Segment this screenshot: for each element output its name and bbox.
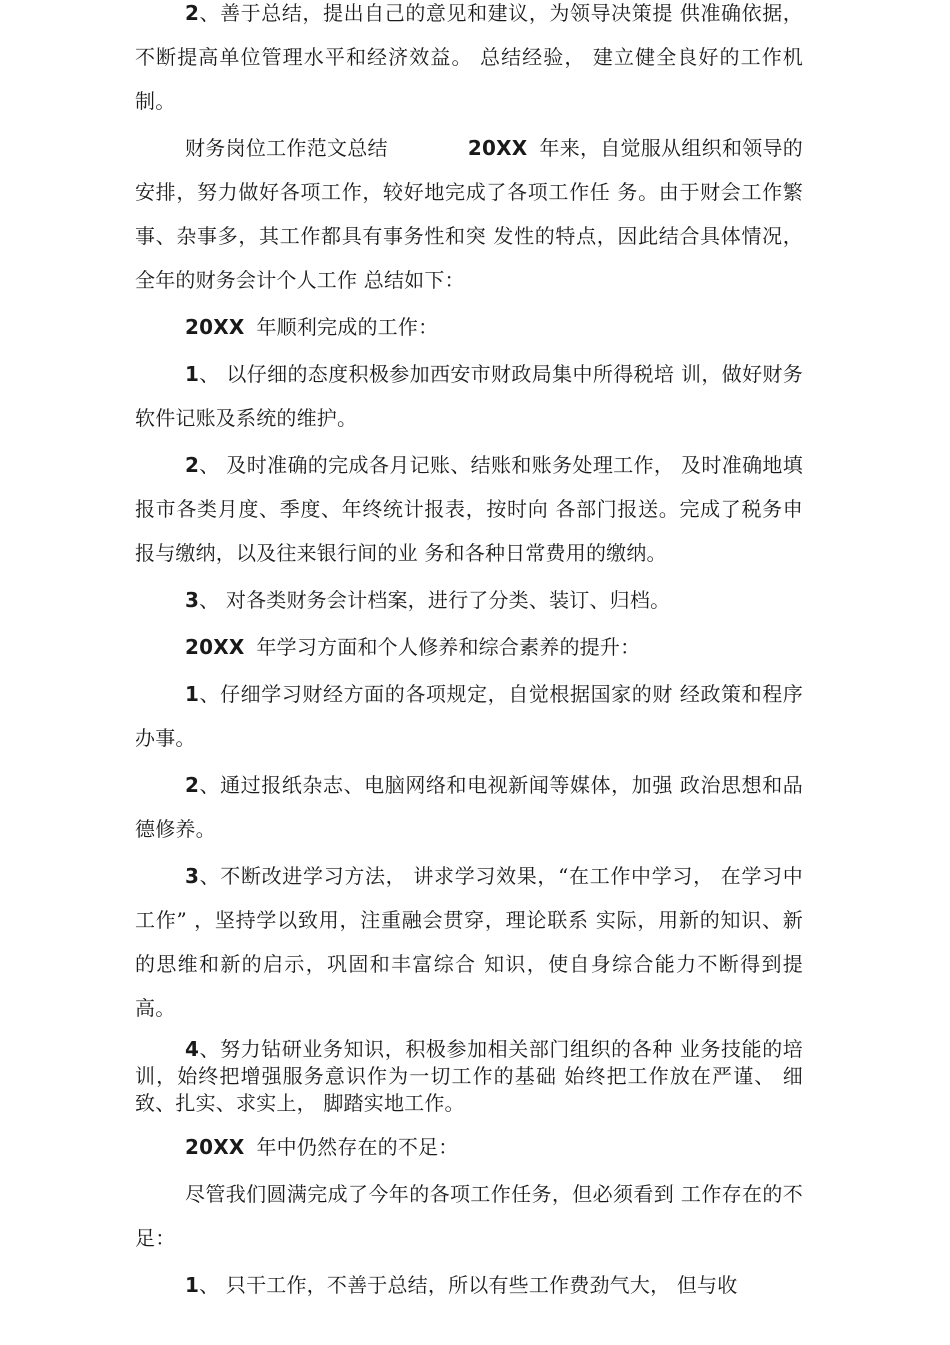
year-label: 20XX — [185, 635, 245, 659]
year-label: 20XX — [185, 315, 245, 339]
item-number: 1 — [185, 682, 200, 706]
paragraph — [135, 0, 803, 123]
section-heading: 年学习方面和个人修养和综合素养的提升： — [256, 635, 641, 659]
paragraph — [135, 1125, 803, 1169]
paragraph — [135, 443, 803, 575]
paragraph — [135, 578, 803, 622]
document-page — [135, 0, 803, 1310]
item-number: 3 — [185, 864, 200, 888]
paragraph-heading: 财务岗位工作范文总结 — [185, 136, 388, 160]
paragraph — [135, 625, 803, 669]
paragraph — [135, 126, 803, 302]
paragraph-text: 、仔细学习财经方面的各项规定，自觉根据国家的财 经政策和程序办事。 — [135, 682, 803, 750]
paragraph — [135, 854, 803, 1030]
section-heading: 年中仍然存在的不足： — [256, 1135, 459, 1159]
paragraph — [135, 1263, 803, 1307]
item-number: 4 — [185, 1037, 200, 1061]
paragraph — [135, 1036, 803, 1117]
paragraph-text: 尽管我们圆满完成了今年的各项工作任务，但必须看到 工作存在的不足： — [135, 1182, 803, 1250]
year-label: 20XX — [467, 136, 528, 160]
paragraph-text: 、 以仔细的态度积极参加西安市财政局集中所得税培 训，做好财务软件记账及系统的维护。 — [135, 362, 803, 430]
paragraph-text: 、 只干工作，不善于总结，所以有些工作费劲气大， 但与收 — [199, 1273, 738, 1297]
paragraph-text: 年来，自觉服从组织和领导的安排，努力做好各项工作，较好地完成了各项工作任 务。由于财会工作繁事、杂事多，其工作都具有事务性和突 发性的特点，因此结合具体情况，全年的财务会计个人工作 总结如下： — [135, 136, 804, 292]
item-number: 2 — [185, 1, 200, 25]
item-number: 2 — [185, 453, 200, 477]
paragraph — [135, 352, 803, 440]
paragraph-text: 、不断改进学习方法， 讲求学习效果，“在工作中学习， 在学习中工作” ，坚持学以致用，注重融会贯穿，理论联系 实际，用新的知识、新的思维和新的启示，巩固和丰富综合 知识，使自身综合能力不断得到提高。 — [135, 864, 803, 1020]
paragraph-text: 、 对各类财务会计档案，进行了分类、装订、归档。 — [199, 588, 671, 612]
item-number: 2 — [185, 773, 200, 797]
section-heading: 年顺利完成的工作： — [256, 315, 439, 339]
paragraph-text: 、通过报纸杂志、电脑网络和电视新闻等媒体，加强 政治思想和品德修养。 — [135, 773, 803, 841]
paragraph-text: 、善于总结，提出自己的意见和建议，为领导决策提 供准确依据， 不断提高单位管理水平和经济效益。 总结经验， 建立健全良好的工作机制。 — [135, 1, 803, 113]
paragraph-text: 、 及时准确的完成各月记账、结账和账务处理工作， 及时准确地填报市各类月度、季度、年终统计报表，按时向 各部门报送。完成了税务申报与缴纳，以及往来银行间的业 务和各种日常费用的缴纳。 — [135, 453, 803, 565]
item-number: 1 — [185, 1273, 200, 1297]
paragraph — [135, 1172, 803, 1260]
year-label: 20XX — [185, 1135, 245, 1159]
paragraph-text: 、努力钻研业务知识，积极参加相关部门组织的各种 业务技能的培训，始终把增强服务意识作为一切工作的基础 始终把工作放在严谨、 细致、扎实、求实上， 脚踏实地工作。 — [135, 1037, 803, 1115]
paragraph — [135, 672, 803, 760]
paragraph — [135, 305, 803, 349]
item-number: 3 — [185, 588, 200, 612]
item-number: 1 — [185, 362, 200, 386]
paragraph — [135, 763, 803, 851]
